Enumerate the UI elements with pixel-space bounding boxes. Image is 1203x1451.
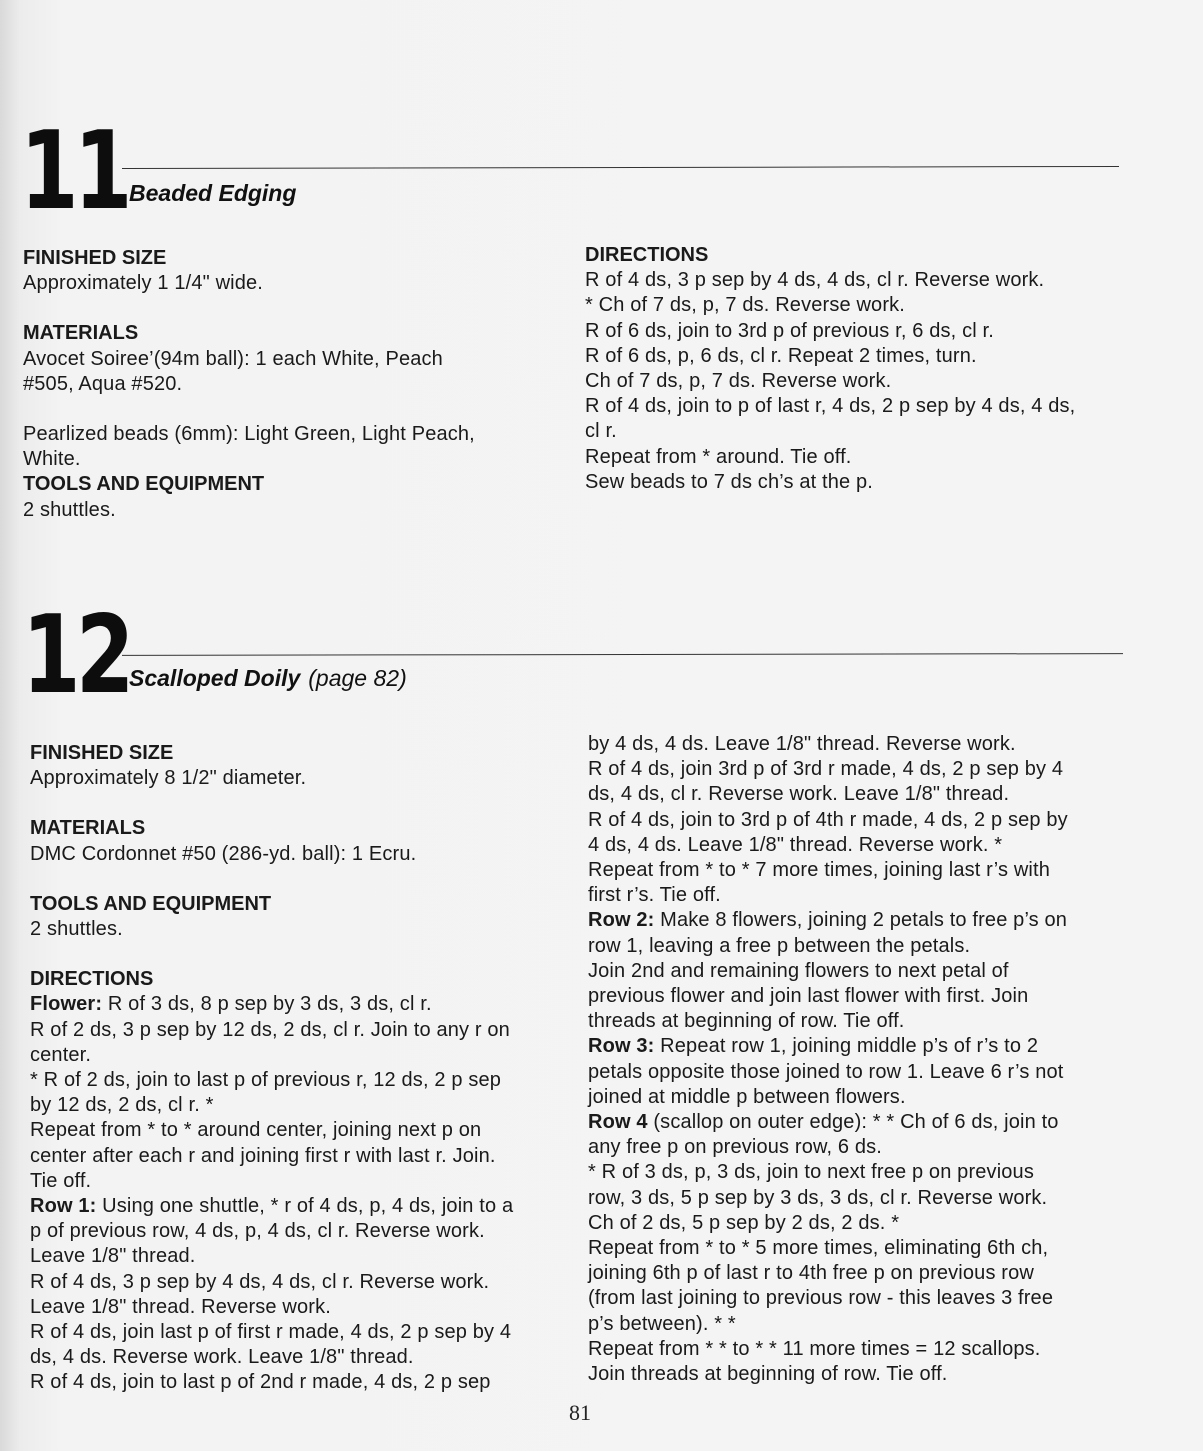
step-label: Flower:	[30, 993, 103, 1016]
body-line: any free p on previous row, 6 ds.	[588, 1136, 883, 1159]
body-line: * Ch of 7 ds, p, 7 ds. Reverse work.	[585, 294, 905, 317]
page-number: 81	[569, 1400, 591, 1425]
body-line: (from last joining to previous row - this leaves 3 free	[588, 1287, 1054, 1310]
section-heading: FINISHED SIZE	[23, 247, 167, 269]
body-line: White.	[23, 448, 81, 471]
paragraph-gap	[23, 296, 553, 321]
body-line: first r’s. Tie off.	[588, 884, 721, 907]
section-heading: DIRECTIONS	[585, 244, 709, 266]
project-12-rule	[122, 653, 1123, 656]
step-text: Repeat row 1, joining middle p’s of r’s to 2	[654, 1035, 1039, 1058]
body-line: R of 4 ds, join last p of first r made, 4 ds, 2 p sep by 4	[30, 1321, 512, 1344]
project-12-page-ref: (page 82)	[308, 665, 407, 691]
body-line: Repeat from * to * 5 more times, eliminating 6th ch,	[588, 1237, 1049, 1260]
body-line: Pearlized beads (6mm): Light Green, Light Peach,	[23, 423, 475, 446]
body-line: Tie off.	[30, 1169, 92, 1192]
section-heading: MATERIALS	[30, 817, 146, 840]
body-line: R of 6 ds, p, 6 ds, cl r. Repeat 2 times, turn.	[585, 344, 977, 367]
direction-line	[588, 1034, 1148, 1059]
body-line: Ch of 7 ds, p, 7 ds. Reverse work.	[585, 370, 892, 393]
project-12-left-column	[30, 741, 575, 1396]
body-line: R of 4 ds, 3 p sep by 4 ds, 4 ds, cl r. Reverse work.	[30, 1270, 490, 1293]
body-line: ds, 4 ds, cl r. Reverse work. Leave 1/8" thread.	[588, 783, 1010, 806]
paragraph-gap	[30, 791, 575, 816]
body-line: center.	[30, 1043, 92, 1066]
direction-line	[588, 908, 1148, 933]
step-label: Row 1:	[30, 1195, 97, 1218]
step-text: (scallop on outer edge): * * Ch of 6 ds, join to	[647, 1111, 1059, 1134]
body-line: Sew beads to 7 ds ch’s at the p.	[585, 470, 873, 493]
body-line: R of 2 ds, 3 p sep by 12 ds, 2 ds, cl r. Join to any r on	[30, 1018, 510, 1041]
project-12-title-text: Scalloped Doily	[129, 665, 301, 691]
body-line: R of 4 ds, join 3rd p of 3rd r made, 4 ds, 2 p sep by 4	[588, 758, 1064, 781]
step-text: Make 8 flowers, joining 2 petals to free p’s on	[654, 909, 1068, 932]
project-12-right-column	[588, 732, 1148, 1387]
body-line: joining 6th p of last r to 4th free p on previous row	[588, 1262, 1034, 1285]
body-line: R of 4 ds, join to p of last r, 4 ds, 2 p sep by 4 ds, 4 ds,	[585, 395, 1076, 418]
body-line: joined at middle p between flowers.	[588, 1085, 906, 1108]
project-11-left-column	[23, 246, 553, 523]
section-heading: MATERIALS	[23, 322, 139, 345]
body-line: cl r.	[585, 420, 617, 443]
project-12-title	[129, 665, 407, 692]
body-line: R of 4 ds, join to last p of 2nd r made, 4 ds, 2 p sep	[30, 1371, 491, 1394]
body-line: by 4 ds, 4 ds. Leave 1/8" thread. Reverse work.	[588, 733, 1016, 755]
body-line: 4 ds, 4 ds. Leave 1/8" thread. Reverse work. *	[588, 833, 1003, 856]
project-12-number: 12	[22, 593, 130, 718]
section-heading: DIRECTIONS	[30, 968, 154, 991]
body-line: Join threads at beginning of row. Tie off.	[588, 1363, 948, 1386]
step-text: R of 3 ds, 8 p sep by 3 ds, 3 ds, cl r.	[102, 993, 432, 1016]
body-line: #505, Aqua #520.	[23, 372, 183, 395]
paragraph-gap	[23, 397, 553, 422]
body-line: previous flower and join last flower with first. Join	[588, 985, 1029, 1008]
body-line: Ch of 2 ds, 5 p sep by 2 ds, 2 ds. *	[588, 1211, 900, 1234]
body-line: 2 shuttles.	[23, 498, 116, 521]
step-label: Row 4	[588, 1111, 648, 1134]
body-line: petals opposite those joined to row 1. Leave 6 r’s not	[588, 1060, 1064, 1083]
section-heading: TOOLS AND EQUIPMENT	[30, 892, 272, 915]
body-line: 2 shuttles.	[30, 918, 123, 941]
body-line: Avocet Soiree’(94m ball): 1 each White, Peach	[23, 347, 443, 370]
body-line: p’s between). * *	[588, 1312, 736, 1335]
body-line: Repeat from * around. Tie off.	[585, 445, 852, 468]
body-line: R of 6 ds, join to 3rd p of previous r, 6 ds, cl r.	[585, 319, 994, 342]
step-label: Row 2:	[588, 909, 655, 932]
direction-line	[30, 992, 575, 1017]
body-line: R of 4 ds, 3 p sep by 4 ds, 4 ds, cl r. Reverse work.	[585, 269, 1045, 292]
body-line: Leave 1/8" thread. Reverse work.	[30, 1295, 331, 1318]
step-text: Using one shuttle, * r of 4 ds, p, 4 ds, join to a	[96, 1195, 514, 1218]
paragraph-gap	[30, 867, 575, 892]
project-11-number: 11	[20, 109, 128, 234]
body-line: * R of 3 ds, p, 3 ds, join to next free p on previous	[588, 1161, 1034, 1184]
body-line: by 12 ds, 2 ds, cl r. *	[30, 1094, 214, 1117]
body-line: p of previous row, 4 ds, p, 4 ds, cl r. Reverse work.	[30, 1220, 485, 1243]
section-heading: FINISHED SIZE	[30, 742, 174, 764]
body-line: Repeat from * to * around center, joining next p on	[30, 1119, 482, 1142]
direction-line	[588, 1110, 1148, 1135]
body-line: Join 2nd and remaining flowers to next petal of	[588, 959, 1009, 982]
body-line: Approximately 1 1/4" wide.	[23, 272, 264, 295]
project-11-rule	[122, 166, 1119, 169]
step-label: Row 3:	[588, 1035, 655, 1058]
body-line: * R of 2 ds, join to last p of previous r, 12 ds, 2 p sep	[30, 1069, 502, 1092]
body-line: R of 4 ds, join to 3rd p of 4th r made, 4 ds, 2 p sep by	[588, 808, 1068, 831]
body-line: row, 3 ds, 5 p sep by 3 ds, 3 ds, cl r. Reverse work.	[588, 1186, 1048, 1209]
section-heading: TOOLS AND EQUIPMENT	[23, 473, 265, 496]
body-line: threads at beginning of row. Tie off.	[588, 1010, 905, 1033]
body-line: DMC Cordonnet #50 (286-yd. ball): 1 Ecru.	[30, 842, 417, 865]
body-line: Approximately 8 1/2" diameter.	[30, 767, 307, 790]
project-11-right-column	[585, 243, 1145, 495]
body-line: Repeat from * * to * * 11 more times = 12 scallops.	[588, 1337, 1041, 1360]
body-line: ds, 4 ds. Reverse work. Leave 1/8" thread.	[30, 1346, 414, 1369]
direction-line	[30, 1194, 575, 1219]
body-line: Leave 1/8" thread.	[30, 1245, 196, 1268]
body-line: row 1, leaving a free p between the petals.	[588, 934, 971, 957]
body-line: Repeat from * to * 7 more times, joining last r’s with	[588, 859, 1050, 882]
project-11-title	[129, 180, 296, 207]
paragraph-gap	[30, 942, 575, 967]
body-line: center after each r and joining first r with last r. Join.	[30, 1144, 496, 1167]
project-11-title-text: Beaded Edging	[129, 180, 297, 206]
